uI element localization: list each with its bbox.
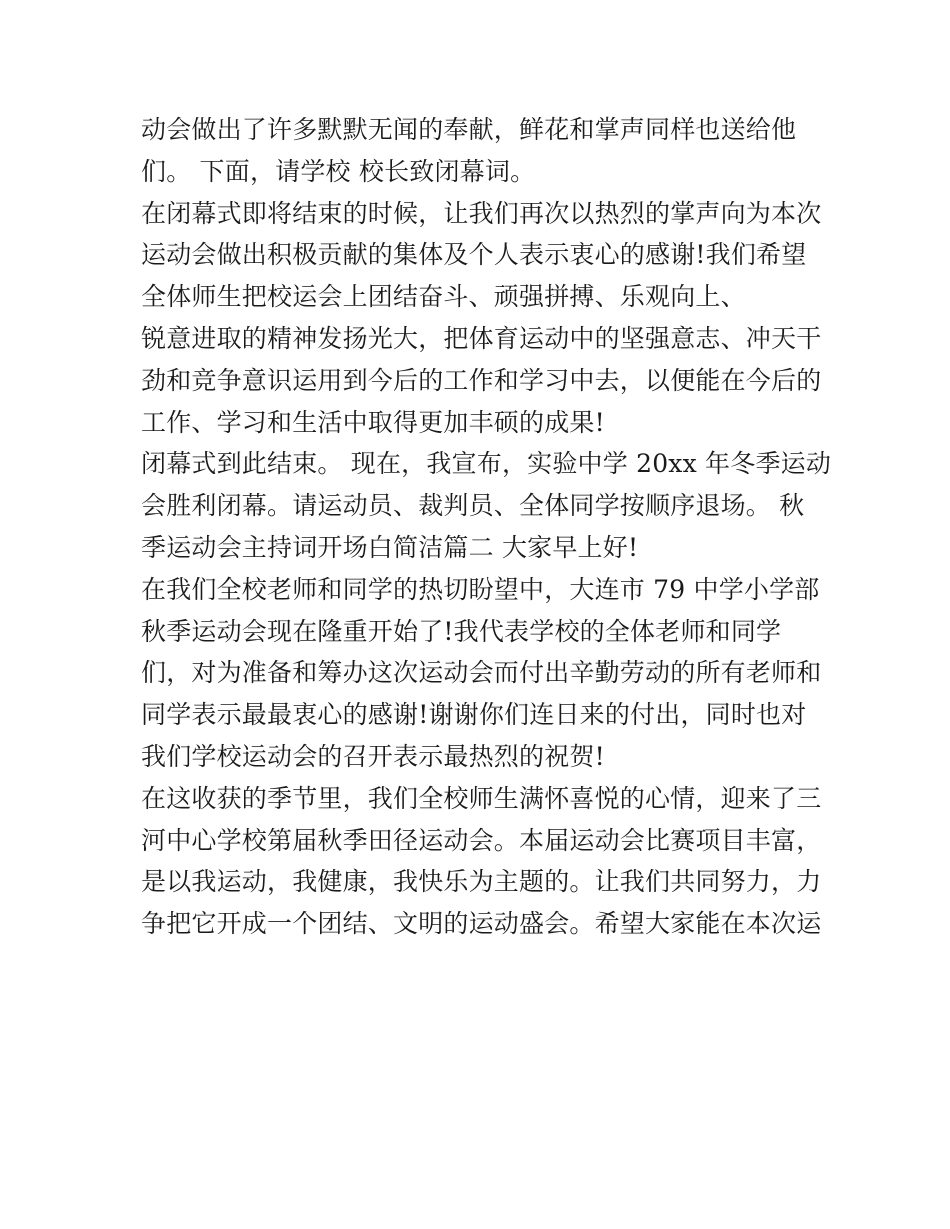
text-line: 锐意进取的精神发扬光大，把体育运动中的坚强意志、冲天干 xyxy=(141,323,822,353)
text-line: 争把它开成一个团结、文明的运动盛会。希望大家能在本次运 xyxy=(141,909,822,939)
text-line: 们。 下面，请学校 校长致闭幕词。 xyxy=(141,156,536,186)
text-line: 运动会做出积极贡献的集体及个人表示衷心的感谢!我们希望 xyxy=(141,240,807,270)
text-line: 全体师生把校运会上团结奋斗、顽强拼搏、乐观向上、 xyxy=(141,282,746,312)
text-line: 劲和竞争意识运用到今后的工作和学习中去，以便能在今后的 xyxy=(141,365,822,395)
text-line: 秋季运动会现在隆重开始了!我代表学校的全体老师和同学 xyxy=(141,616,782,646)
document-body xyxy=(141,109,831,945)
text-line: 是以我运动，我健康，我快乐为主题的。让我们共同努力，力 xyxy=(141,867,822,897)
text-line: 在这收获的季节里，我们全校师生满怀喜悦的心情，迎来了三 xyxy=(141,783,822,813)
text-line: 我们学校运动会的召开表示最热烈的祝贺! xyxy=(141,741,605,771)
text-line: 们，对为准备和筹办这次运动会而付出辛勤劳动的所有老师和 xyxy=(141,658,822,688)
text-line: 闭幕式到此结束。 现在，我宣布，实验中学 20xx 年冬季运动 xyxy=(141,449,832,479)
text-line: 在我们全校老师和同学的热切盼望中，大连市 79 中学小学部 xyxy=(141,574,820,604)
text-line: 动会做出了许多默默无闻的奉献，鲜花和掌声同样也送给他 xyxy=(141,115,797,144)
text-line: 在闭幕式即将结束的时候，让我们再次以热烈的掌声向为本次 xyxy=(141,198,822,228)
text-line: 季运动会主持词开场白简洁篇二 大家早上好! xyxy=(141,532,639,562)
text-line: 工作、学习和生活中取得更加丰硕的成果! xyxy=(141,407,605,437)
text-line: 河中心学校第届秋季田径运动会。本届运动会比赛项目丰富， xyxy=(141,825,822,855)
text-line: 同学表示最最衷心的感谢!谢谢你们连日来的付出，同时也对 xyxy=(141,700,807,730)
text-line: 会胜利闭幕。请运动员、裁判员、全体同学按顺序退场。 秋 xyxy=(141,491,805,521)
